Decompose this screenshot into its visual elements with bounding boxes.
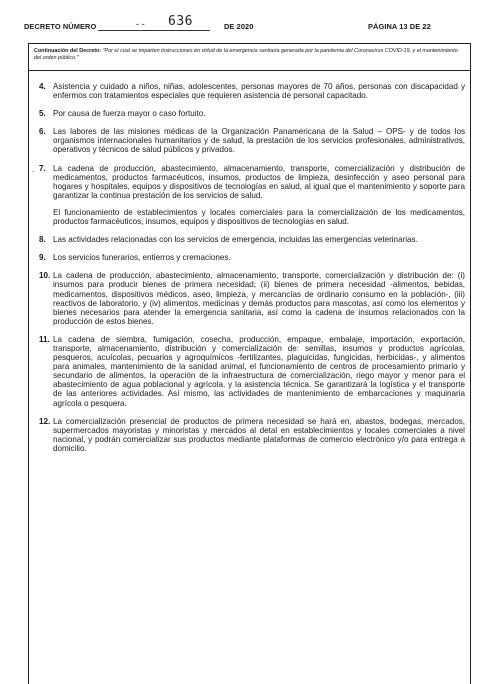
- list-item-6: [35, 127, 465, 154]
- list-item-8: [35, 235, 465, 244]
- item-number: 8.: [39, 235, 46, 245]
- item-number: 7.: [39, 163, 46, 173]
- item-subparagraph: El funcionamiento de establecimientos y locales comerciales para la comercialización de los medicamentos, productos farmacéuticos, insumos, equipos y dispositivos de tecnologías en salud.: [53, 207, 465, 227]
- item-text: La cadena de producción, abastecimiento, almacenamiento, transporte, comercialización y distribución de: (i) insumos para producir bienes de primera necesidad; (ii) bienes de primera necesidad -alimentos, bebidas, medicamentos, dispositivos médicos, aseo, limpieza, y mercancías de ordinario consumo en la población-, (iii) reactivos de laboratorio, y (iv) alimentos, medicinas y demás productos para mascotas, así como los elementos y bienes necesarios para atender la emergencia sanitaria, así como la cadena de insumos relacionados con la producción de estos bienes.: [53, 271, 465, 326]
- margin-mark: .: [32, 164, 35, 174]
- item-text: La cadena de producción, abastecimiento, almacenamiento, transporte, comercialización y distribución de medicamentos, productos farmacéuticos, insumos, productos de limpieza, desinfección y aseo personal para hogares y hospitales, equipos y dispositivos de tecnologías en salud, al igual que el mantenimiento y soporte para garantizar la continua prestación de los servicios de salud.: [53, 163, 465, 200]
- continuation-quote: "Por el cual se imparten instrucciones en virtud de la emergencia sanitaria generada por la pandemia del Coronavirus COVID-19, y el mantenimiento del orden público.": [34, 48, 458, 61]
- page-indicator: PÁGINA 13 DE 22: [368, 22, 431, 31]
- item-text: Por causa de fuerza mayor o caso fortuito.: [53, 109, 206, 119]
- decree-label: DECRETO NÚMERO: [24, 22, 97, 31]
- page-header: [18, 14, 468, 34]
- item-number: 11.: [39, 334, 50, 344]
- list-item-7: [32, 163, 465, 227]
- frame-divider: [29, 70, 470, 71]
- decree-year: DE 2020: [224, 22, 254, 31]
- item-number: 12.: [39, 416, 51, 426]
- continuation-note: [34, 48, 464, 62]
- item-text: Las actividades relacionadas con los servicios de emergencia, incluidas las emergencias veterinarias.: [53, 235, 418, 245]
- list-item-10: [35, 271, 465, 326]
- list-item-9: [35, 253, 465, 262]
- item-text: La cadena de siembra, fumigación, cosecha, producción, empaque, embalaje, importación, exportación, transporte, almacenamiento, distribución y comercialización de: semillas, insumos y productos agrícolas, pesqueros, acuícolas, pecuarios y agroquímicos -fertilizantes, plaguicidas, fungicidas, herbicidas-, y alimentos para animales, mantenimiento de la sanidad animal, el funcionamiento de centros de procesamiento primario y secundario de alimentos, la operación de la infraestructura de comercialización, riego mayor y menor para el abastecimiento de agua poblacional y agrícola, y la asistencia técnica. Se garantizará la logística y el transporte de las anteriores actividades. Así mismo, las actividades de mantenimiento de embarcaciones y maquinaria agrícola o pesquera.: [53, 334, 465, 408]
- decree-number-line: [98, 30, 210, 31]
- list-item-4: [35, 82, 465, 100]
- item-text: Asistencia y cuidado a niños, niñas, adolescentes, personas mayores de 70 años, personas con discapacidad y enfermos con tratamientos especiales que requieren asistencia de personal capacitado.: [53, 82, 465, 101]
- decree-number: 636: [168, 14, 193, 29]
- item-text: Las labores de las misiones médicas de la Organización Panamericana de la Salud – OPS- y de todos los organismos internacionales humanitarios y de salud, la prestación de los servicios profesionales, administrativos, operativos y técnicos de salud públicos y privados.: [53, 127, 465, 155]
- continuation-lead: Continuación del Decreto:: [34, 48, 102, 54]
- list-item-11: [35, 335, 465, 408]
- item-number: 9.: [39, 253, 46, 263]
- item-number: 10.: [39, 271, 51, 281]
- item-number: 6.: [39, 127, 46, 137]
- decree-dash: - -: [136, 19, 145, 29]
- list-item-12: [35, 417, 465, 453]
- decree-items: [32, 82, 465, 462]
- item-text: La comercialización presencial de productos de primera necesidad se hará en, abastos, bodegas, mercados, supermercados mayoristas y minoristas y mercados al detal en establecimientos y locales comerciales a nivel nacional, y podrán comercializar sus productos mediante plataformas de comercio electrónico y/o para entrega a domicilio.: [53, 416, 465, 453]
- item-text: Los servicios funerarios, entierros y cremaciones.: [53, 253, 231, 263]
- list-item-5: [35, 109, 465, 118]
- content-frame: [28, 43, 471, 684]
- item-number: 5.: [39, 109, 46, 119]
- item-number: 4.: [39, 82, 46, 91]
